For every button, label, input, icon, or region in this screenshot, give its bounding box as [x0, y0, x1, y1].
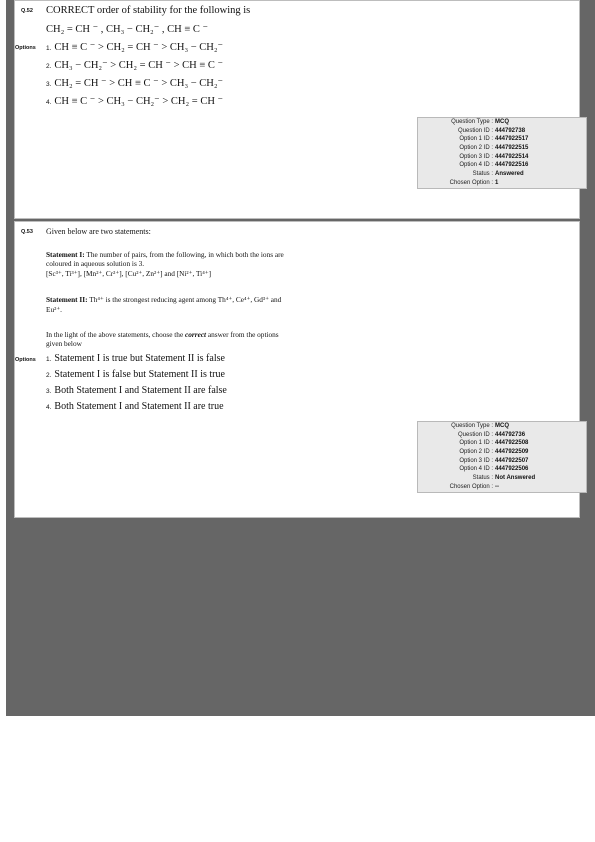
info-row-question-id: Question ID : 444792738 — [457, 127, 526, 134]
info-row-option3-id: Option 3 ID : 4447922507 — [459, 457, 529, 464]
option-4[interactable] — [46, 401, 224, 412]
option-2[interactable] — [46, 59, 223, 71]
info-row-option2-id: Option 2 ID : 4447922509 — [459, 449, 529, 456]
instruction: In the light of the above statements, choose the correct answer from the options — [46, 330, 279, 339]
emphasis-word: correct — [185, 330, 207, 339]
info-row-option2-id: Option 2 ID : 4447922515 — [459, 145, 529, 152]
option-text: Statement I is false but Statement II is true — [54, 369, 225, 380]
question-info-box — [417, 117, 587, 189]
instruction-cont: given below — [46, 339, 82, 348]
info-row-option1-id: Option 1 ID : 4447922517 — [459, 136, 529, 143]
info-row-option1-id: Option 1 ID : 4447922508 — [459, 440, 529, 447]
option-text: CH₃ − CH₂⁻ > CH₂ = CH ⁻ > CH ≡ C ⁻ — [54, 60, 224, 71]
option-2[interactable] — [46, 369, 225, 380]
option-number: 3. — [46, 388, 52, 395]
statement-2 — [46, 295, 281, 304]
info-row-type: Question Type : MCQ — [451, 423, 509, 429]
statement-1-ions: [Sc³⁺, Ti³⁺], [Mn²⁺, Cr²⁺], [Cu²⁺, Zn²⁺] and [Ni²⁺, Ti⁴⁺] — [46, 269, 212, 278]
option-text: Both Statement I and Statement II are false — [54, 385, 227, 396]
option-text: CH ≡ C ⁻ > CH₃ − CH₂⁻ > CH₂ = CH ⁻ — [54, 96, 224, 107]
statement-1-text-cont: coloured in aqueous solution is 3. — [46, 259, 145, 268]
question-info-box — [417, 421, 587, 493]
option-4[interactable] — [46, 95, 223, 107]
info-row-chosen-option: Chosen Option : 1 — [449, 179, 499, 186]
statement-2-text: Th⁴⁺ is the strongest reducing agent among Th⁴⁺, Ce⁴⁺, Gd³⁺ and — [89, 295, 282, 304]
question-card-53 — [14, 221, 580, 518]
statement-2-text-cont: Eu²⁺. — [46, 305, 62, 314]
option-3[interactable] — [46, 385, 227, 396]
statement-2-label: Statement II: — [46, 295, 88, 304]
statement-1 — [46, 250, 284, 259]
option-number: 2. — [46, 372, 52, 379]
option-1[interactable] — [46, 353, 225, 364]
options-label: Options — [15, 45, 36, 51]
question-text: Given below are two statements: — [46, 227, 151, 236]
option-text: Both Statement I and Statement II are true — [54, 401, 224, 412]
option-number: 4. — [46, 404, 52, 411]
question-text: CORRECT order of stability for the following is — [46, 5, 251, 16]
option-number: 1. — [46, 45, 52, 52]
info-row-option4-id: Option 4 ID : 4447922516 — [459, 162, 529, 169]
option-number: 2. — [46, 63, 52, 70]
info-row-chosen-option: Chosen Option : -- — [449, 483, 499, 490]
info-row-option4-id: Option 4 ID : 4447922506 — [459, 466, 529, 473]
question-card-52 — [14, 0, 580, 219]
info-row-option3-id: Option 3 ID : 4447922514 — [459, 153, 529, 160]
info-row-status: Status : Answered — [472, 171, 524, 178]
option-3[interactable] — [46, 77, 223, 89]
question-species: CH₂ = CH ⁻ , CH₃ − CH₂⁻ , CH ≡ C ⁻ — [46, 24, 209, 35]
option-text: CH ≡ C ⁻ > CH₂ = CH ⁻ > CH₃ − CH₂⁻ — [54, 42, 224, 53]
option-number: 1. — [46, 356, 52, 363]
option-text: Statement I is true but Statement II is false — [54, 353, 225, 364]
statement-1-text: The number of pairs, from the following, in which both the ions are — [86, 250, 284, 259]
info-row-type: Question Type : MCQ — [451, 119, 509, 125]
info-row-question-id: Question ID : 444792736 — [457, 431, 526, 438]
options-label: Options — [15, 357, 36, 363]
option-number: 3. — [46, 81, 52, 88]
info-row-status: Status : Not Answered — [472, 475, 536, 482]
option-1[interactable] — [46, 41, 223, 53]
option-text: CH₂ = CH ⁻ > CH ≡ C ⁻ > CH₃ − CH₂⁻ — [54, 78, 224, 89]
option-number: 4. — [46, 99, 52, 106]
question-number: Q.52 — [21, 8, 33, 14]
statement-1-label: Statement I: — [46, 250, 85, 259]
question-number: Q.53 — [21, 229, 33, 235]
